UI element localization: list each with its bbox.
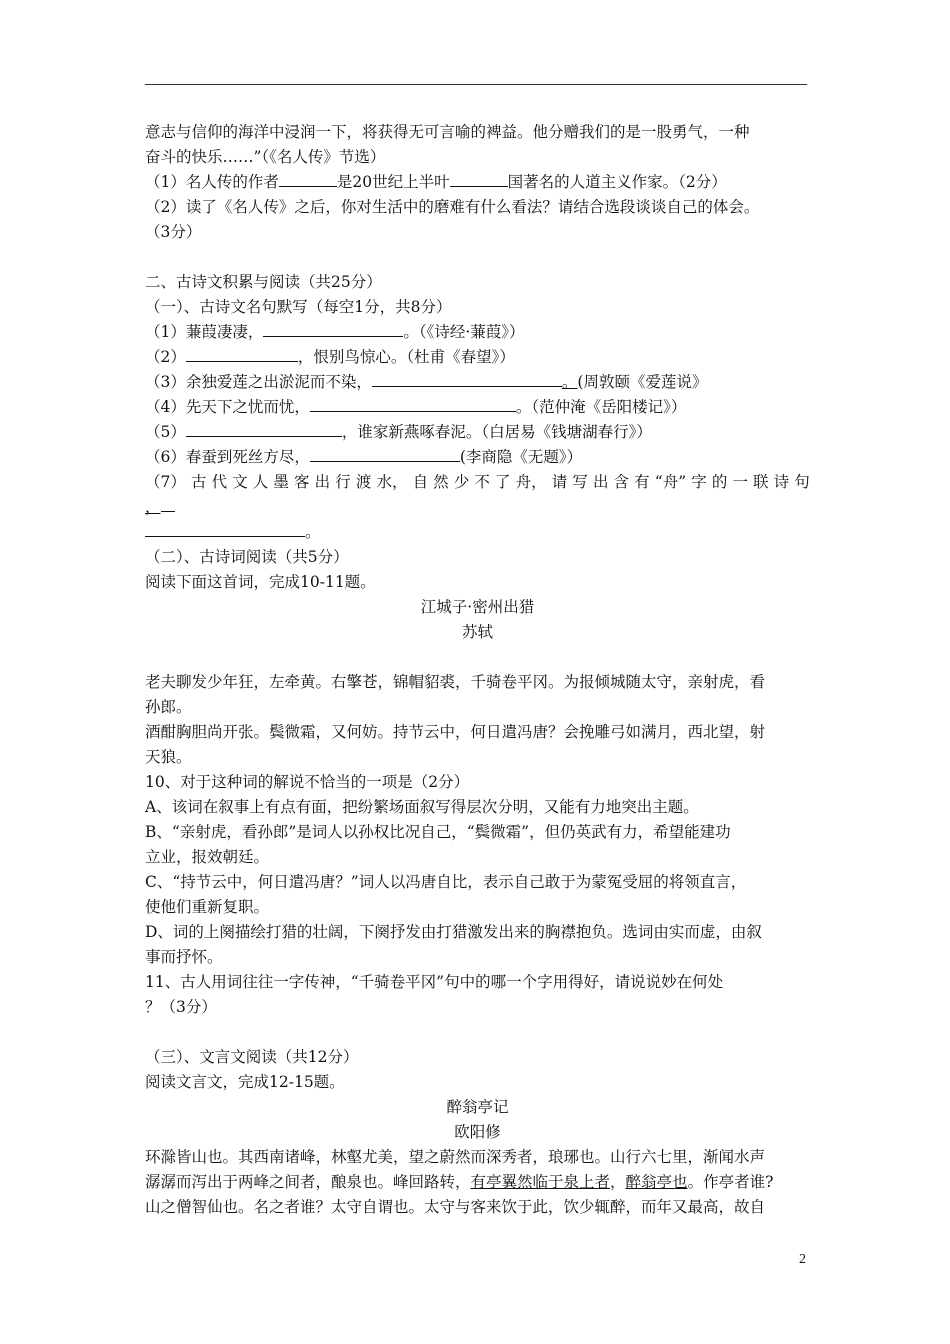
item-3-source: (周敦颐《爱莲说》: [577, 373, 708, 391]
item-7-segment: 含: [613, 473, 630, 491]
prose-line-1: 环滁皆山也。其西南诸峰，林壑尤美，望之蔚然而深秀者，琅琊也。山行六七里，渐闻水声: [145, 1148, 766, 1166]
item-3-text-a: （3）余独爱莲之出淤泥而不染，: [145, 373, 372, 391]
item-7-segment: 文: [232, 473, 248, 491]
item-7-segment: 出: [314, 473, 331, 491]
page-content: [145, 120, 810, 1220]
item-7-segment: 少: [453, 473, 470, 491]
author-blank[interactable]: [279, 172, 337, 187]
question-1: [145, 170, 810, 195]
item-7-segment: 古: [190, 473, 207, 491]
intro-line-2: 奋斗的快乐……”（《名人传》节选）: [145, 148, 386, 166]
item-7-segment: （7）: [145, 473, 186, 491]
item-3-period: 。: [561, 373, 578, 391]
question-1-text-b: 是20世纪上半叶: [336, 173, 450, 191]
question-10: 10、对于这种词的解说不恰当的一项是（2分）: [145, 773, 470, 791]
item-7-segment: 字: [691, 473, 707, 491]
recitation-item-6: [145, 445, 810, 470]
question-2-line-2: （3分）: [145, 223, 202, 241]
item-1-blank[interactable]: [263, 322, 403, 337]
recitation-item-1: [145, 320, 810, 345]
item-7-segment: 墨: [273, 473, 289, 491]
prose-line-2-text-c: 。作亭者谁?: [687, 1173, 774, 1191]
question-11-line-1: 11、古人用词往往一字传神，“千骑卷平冈”句中的哪一个字用得好，请说说妙在何处: [145, 973, 724, 991]
recitation-item-3: [145, 370, 810, 395]
question-1-text-a: （1）名人传的作者: [145, 173, 279, 191]
country-blank[interactable]: [450, 172, 508, 187]
item-6-blank[interactable]: [310, 447, 460, 462]
item-7-segment: 句: [794, 473, 810, 491]
prose-line-3: 山之僧智仙也。名之者谁？太守自谓也。太守与客来饮于此，饮少辄醉，而年又最高，故自: [145, 1198, 766, 1216]
part-2-instructions: 阅读下面这首词，完成10-11题。: [145, 573, 376, 591]
item-7-blank-2[interactable]: [145, 522, 305, 537]
question-10-option-b-line-2: 立业，报效朝廷。: [145, 848, 270, 866]
part-2-title: （二）、古诗词阅读（共5分）: [145, 548, 349, 566]
item-2-blank[interactable]: [186, 347, 298, 362]
question-10-option-c-line-1: C、“持节云中，何日遣冯唐？”词人以冯唐自比，表示自己敢于为蒙冤受屈的将领直言，: [145, 873, 747, 891]
poem-stanza-2-line-1: 酒酣胸胆尚开张。鬓微霜，又何妨。持节云中，何日遣冯唐？会挽雕弓如满月，西北望，射: [145, 723, 766, 741]
question-2-line-1: （2）读了《名人传》之后，你对生活中的磨难有什么看法？请结合选段谈谈自己的体会。: [145, 198, 760, 216]
question-1-text-c: 国著名的人道主义作家。（2分）: [507, 173, 727, 191]
part-3-instructions: 阅读文言文，完成12-15题。: [145, 1073, 345, 1091]
question-10-option-d-line-1: D、词的上阕描绘打猎的壮阔，下阕抒发由打猎激发出来的胸襟抱负。选词由实而虚，由叙: [145, 923, 762, 941]
item-7-segment: 代: [211, 473, 228, 491]
item-5-blank[interactable]: [186, 422, 342, 437]
question-10-option-c-line-2: 使他们重新复职。: [145, 898, 270, 916]
item-2-text-b: ，恨别鸟惊心。（杜甫《春望》）: [297, 348, 515, 366]
part-1-title: （一）、古诗文名句默写（每空1分，共8分）: [145, 298, 452, 316]
prose-underlined-phrase-1: 有亭翼然临于泉上者: [470, 1173, 611, 1191]
item-1-text-b: 。（《诗经·蒹葭》）: [403, 323, 525, 341]
question-11-line-2: ？（3分）: [145, 998, 217, 1016]
item-7-answer-line-1: [145, 495, 810, 520]
intro-line-1: 意志与信仰的海洋中浸润一下，将获得无可言喻的裨益。他分赠我们的是一股勇气，一种: [145, 123, 750, 141]
poem-author: 苏轼: [461, 623, 493, 641]
item-7-segment: 然: [433, 473, 449, 491]
recitation-item-4: [145, 395, 810, 420]
item-7-blank-1[interactable]: [161, 497, 175, 512]
item-7-segment: 人: [252, 473, 269, 491]
item-7-segment: 行: [335, 473, 351, 491]
prose-author: 欧阳修: [454, 1123, 501, 1141]
item-4-text-a: （4）先天下之忧而忧，: [145, 398, 310, 416]
item-7-segment: 了: [495, 473, 511, 491]
prose-title: 醉翁亭记: [446, 1098, 509, 1116]
poem-stanza-1-line-1: 老夫聊发少年狂，左牵黄。右擎苍，锦帽貂裘，千骑卷平冈。为报倾城随太守，亲射虎，看: [145, 673, 766, 691]
item-5-text-a: （5）: [145, 423, 186, 441]
item-7-segment: 联: [753, 473, 769, 491]
item-7-segment: 舟，: [515, 473, 547, 491]
page-number: 2: [799, 1252, 806, 1267]
item-7-segment: 自: [412, 473, 429, 491]
item-7-segment: 客: [294, 473, 310, 491]
item-7-segment: 诗: [773, 473, 790, 491]
item-7-segment: 不: [474, 473, 490, 491]
prose-line-2: [145, 1170, 810, 1195]
poem-stanza-1-line-2: 孙郎。: [145, 698, 192, 716]
item-4-text-b: 。（范仲淹《岳阳楼记》）: [515, 398, 687, 416]
header-rule: [145, 84, 807, 85]
part-3-title: （三）、文言文阅读（共12分）: [145, 1048, 359, 1066]
item-7-segment: 渡: [355, 473, 372, 491]
item-7-segment: 写: [572, 473, 588, 491]
question-10-option-b-line-1: B、“亲射虎，看孙郎”是词人以孙权比况自己，“鬓微霜”，但仍英武有力，希望能建功: [145, 823, 731, 841]
prose-line-2-comma: ，: [610, 1173, 626, 1191]
item-6-text-b: (李商隐《无题》）: [459, 448, 583, 466]
poem-title: 江城子·密州出猎: [420, 598, 535, 616]
item-7-segment: 请: [551, 473, 568, 491]
item-2-text-a: （2）: [145, 348, 186, 366]
item-3-blank[interactable]: [372, 372, 562, 387]
item-1-text-a: （1）蒹葭凄凄，: [145, 323, 264, 341]
item-7-answer-line-2: [145, 520, 810, 545]
item-6-text-a: （6）春蚕到死丝方尽，: [145, 448, 310, 466]
item-7-segment: 的: [711, 473, 728, 491]
question-10-option-a: A、该词在叙事上有点有面，把纷繁场面叙写得层次分明，又能有力地突出主题。: [145, 798, 699, 816]
item-7-segment: 有: [634, 473, 650, 491]
prose-line-2-text-a: 潺潺而泻出于两峰之间者，酿泉也。峰回路转，: [145, 1173, 471, 1191]
item-4-blank[interactable]: [310, 397, 516, 412]
item-5-text-b: ，谁家新燕啄春泥。（白居易《钱塘湖春行》）: [341, 423, 652, 441]
recitation-item-2: [145, 345, 810, 370]
section-2-title: 二、古诗文积累与阅读（共25分）: [145, 273, 382, 291]
recitation-item-5: [145, 420, 810, 445]
item-7-segment: “舟”: [654, 473, 687, 491]
prose-underlined-phrase-2: 醉翁亭也: [625, 1173, 688, 1191]
item-7-end: 。: [305, 523, 321, 541]
item-7-comma: ，: [145, 498, 161, 516]
item-7-segment: 一: [732, 473, 748, 491]
question-10-option-d-line-2: 事而抒怀。: [145, 948, 223, 966]
recitation-item-7: [145, 470, 810, 495]
item-7-segment: 出: [592, 473, 609, 491]
poem-stanza-2-line-2: 天狼。: [145, 748, 192, 766]
item-7-segment: 水，: [376, 473, 408, 491]
